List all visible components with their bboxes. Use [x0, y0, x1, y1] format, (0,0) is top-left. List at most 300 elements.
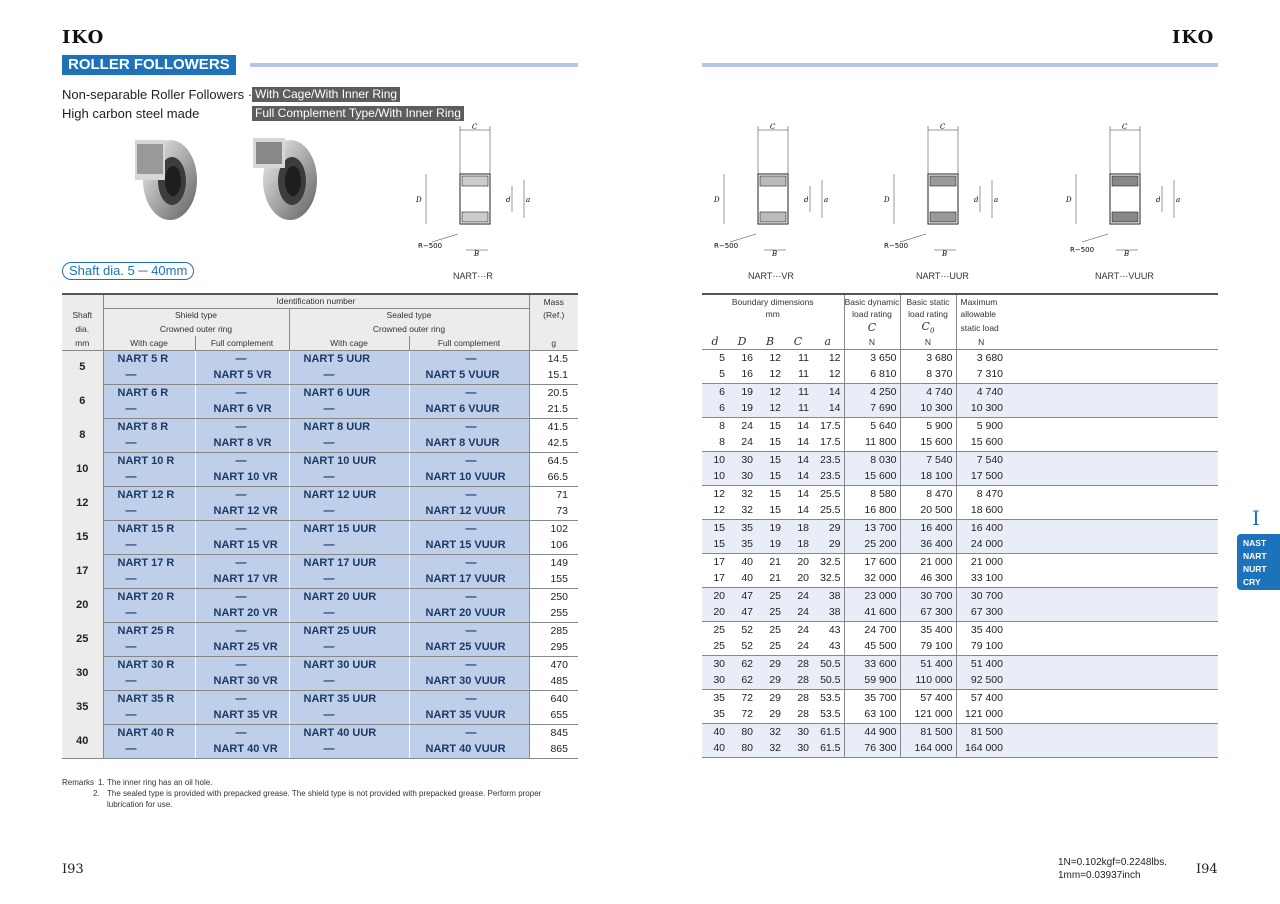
- header-mass: Mass: [529, 294, 578, 308]
- diagram-label-uur: NART⋯UUR: [916, 271, 969, 281]
- dim-cell: 20: [702, 604, 728, 621]
- dim-D-label: D: [1066, 196, 1072, 204]
- dim-cell: 6: [702, 400, 728, 417]
- model-with-cage-shield: NART 6 R: [103, 384, 195, 401]
- dim-cell: 25: [702, 638, 728, 655]
- diagram-nart-vuur: [1062, 122, 1187, 262]
- dim-d-label: d: [506, 196, 511, 204]
- dim-cell: 80: [728, 740, 756, 757]
- mass-value: 41.5: [529, 418, 578, 435]
- dash: —: [289, 605, 409, 622]
- shaft-dia: 35: [62, 690, 103, 724]
- remarks-num-2: 2.: [93, 789, 100, 798]
- model-with-cage-sealed: NART 12 UUR: [289, 486, 409, 503]
- remark-2: The sealed type is provided with prepacked grease. The shield type is not provided with prepacked grease. Perform proper: [107, 789, 542, 798]
- dim-cell: 28: [784, 672, 812, 689]
- dash: —: [195, 520, 289, 537]
- model-full-complement-shield: NART 17 VR: [195, 571, 289, 588]
- blank-cell: [1006, 519, 1218, 536]
- blank-cell: [1006, 570, 1218, 587]
- header-dyn-symbol: C: [844, 320, 900, 335]
- dim-cell: 53.5: [812, 706, 844, 723]
- blank-cell: [1006, 706, 1218, 723]
- dim-cell: 15: [769, 487, 781, 500]
- dim-cell: 121 000: [900, 706, 956, 723]
- dash: —: [409, 452, 529, 469]
- dim-cell: 92 500: [956, 672, 1006, 689]
- header-dynamic-2: load rating: [844, 308, 900, 320]
- model-full-complement-shield: NART 15 VR: [195, 537, 289, 554]
- id-row: [62, 690, 578, 707]
- dim-cell: 33 100: [956, 570, 1006, 587]
- dim-d-label: d: [804, 196, 809, 204]
- dim-cell: 33 600: [844, 655, 900, 672]
- model-with-cage-shield: NART 30 R: [103, 656, 195, 673]
- dim-cell: 25: [713, 623, 725, 636]
- header-sealed-type: Sealed type: [289, 308, 529, 322]
- dim-cell: 30 700: [956, 587, 1006, 604]
- dim-cell: 25: [756, 604, 784, 621]
- dim-cell: 17 600: [844, 553, 900, 570]
- header-blank-2: [1006, 308, 1218, 320]
- header-blank-3: [1006, 320, 1218, 335]
- dim-cell: 6: [702, 383, 728, 400]
- header-n-2: N: [900, 335, 956, 349]
- mass-value: 106: [529, 537, 578, 554]
- model-full-complement-shield: NART 10 VR: [195, 469, 289, 486]
- dim-cell: 32 000: [844, 570, 900, 587]
- dim-cell: 18 600: [956, 502, 1006, 519]
- blank-cell: [1006, 536, 1218, 553]
- dim-c-label: C: [472, 123, 478, 131]
- dim-cell: 21 000: [956, 553, 1006, 570]
- dim-cell: 29: [756, 672, 784, 689]
- dim-cell: 14: [784, 468, 812, 485]
- model-full-complement-shield: NART 8 VR: [195, 435, 289, 452]
- dim-cell: 12: [702, 502, 728, 519]
- dim-cell: 7 540: [900, 451, 956, 468]
- remarks-num-1: 1.: [98, 778, 105, 787]
- mass-value: 102: [529, 520, 578, 537]
- dim-r-label: R−500: [418, 242, 443, 250]
- dim-cell: 8 470: [956, 485, 1006, 502]
- dimension-row: [702, 723, 1218, 740]
- dim-cell: 44 900: [844, 723, 900, 740]
- dimension-row: [702, 740, 1218, 757]
- model-with-cage-sealed: NART 5 UUR: [289, 350, 409, 367]
- dim-cell: 15: [769, 419, 781, 432]
- dim-cell: 35: [728, 536, 756, 553]
- dash: —: [195, 486, 289, 503]
- mass-value: 485: [529, 673, 578, 690]
- mass-value: 865: [529, 741, 578, 758]
- dim-cell: 11: [784, 400, 812, 417]
- remark-2b: lubrication for use.: [107, 800, 173, 809]
- blank-cell: [1006, 553, 1218, 570]
- model-full-complement-sealed: NART 30 VUUR: [409, 673, 529, 690]
- dash: —: [289, 639, 409, 656]
- dim-cell: 5 640: [844, 417, 900, 434]
- dim-cell: 40: [728, 570, 756, 587]
- dim-cell: 15: [756, 502, 784, 519]
- diagram-label-vr: NART⋯VR: [748, 271, 794, 281]
- mass-value: 71: [529, 486, 578, 503]
- dim-cell: 110 000: [900, 672, 956, 689]
- dim-cell: 17: [713, 555, 725, 568]
- dim-cell: 3 680: [900, 349, 956, 366]
- dash: —: [289, 571, 409, 588]
- diagram-label-vuur: NART⋯VUUR: [1095, 271, 1154, 281]
- dim-cell: 30: [784, 723, 812, 740]
- dim-cell: 23.5: [812, 468, 844, 485]
- dim-cell: 67 300: [956, 604, 1006, 621]
- id-row: [62, 435, 578, 452]
- shaft-dia: 8: [62, 418, 103, 452]
- dash: —: [103, 605, 195, 622]
- header-max-3: static load: [956, 320, 1006, 335]
- dim-cell: 19: [728, 383, 756, 400]
- roller-follower-photo-full-complement: [245, 130, 325, 225]
- dim-cell: 50.5: [812, 655, 844, 672]
- dim-cell: 5: [719, 351, 725, 364]
- header-ref: (Ref.): [529, 308, 578, 322]
- dim-cell: 30: [728, 451, 756, 468]
- dim-cell: 14: [784, 434, 812, 451]
- blank-cell: [1006, 366, 1218, 383]
- dim-cell: 25: [756, 638, 784, 655]
- dim-cell: 164 000: [956, 740, 1006, 757]
- dim-cell: 164 000: [900, 740, 956, 757]
- dim-cell: 14: [784, 451, 812, 468]
- shaft-dia: 5: [62, 350, 103, 384]
- dim-cell: 47: [728, 587, 756, 604]
- dim-cell: 29: [756, 706, 784, 723]
- mass-value: 66.5: [529, 469, 578, 486]
- dim-cell: 10: [702, 468, 728, 485]
- dimension-row: [702, 349, 1218, 366]
- blank-cell: [1006, 672, 1218, 689]
- model-with-cage-shield: NART 5 R: [103, 350, 195, 367]
- id-row: [62, 367, 578, 384]
- dim-cell: 51 400: [956, 655, 1006, 672]
- id-row: [62, 503, 578, 520]
- dim-D-label: D: [416, 196, 422, 204]
- id-row: [62, 554, 578, 571]
- model-with-cage-shield: NART 8 R: [103, 418, 195, 435]
- model-full-complement-sealed: NART 12 VUUR: [409, 503, 529, 520]
- dash: —: [409, 384, 529, 401]
- dim-cell: 41 600: [844, 604, 900, 621]
- dim-cell: 5 900: [900, 417, 956, 434]
- dimension-row: [702, 689, 1218, 706]
- dim-D-label: D: [884, 196, 890, 204]
- dim-cell: 14: [784, 502, 812, 519]
- dim-cell: 62: [728, 672, 756, 689]
- side-tab-cry: CRY: [1243, 577, 1261, 587]
- dim-cell: 29: [812, 519, 844, 536]
- dim-cell: 72: [728, 706, 756, 723]
- dim-cell: 16 400: [900, 519, 956, 536]
- dash: —: [103, 401, 195, 418]
- dim-cell: 29: [812, 536, 844, 553]
- roller-follower-photo-cage: [125, 130, 205, 225]
- header-g: g: [529, 336, 578, 350]
- dim-d-label: d: [974, 196, 979, 204]
- header-dia: dia.: [75, 324, 90, 334]
- dim-cell: 25 200: [844, 536, 900, 553]
- dim-cell: 10: [702, 451, 728, 468]
- dim-cell: 23.5: [812, 451, 844, 468]
- header-boundary-mm: mm: [765, 309, 780, 319]
- dim-cell: 15: [756, 451, 784, 468]
- dim-cell: 40: [702, 740, 728, 757]
- header-n-1: N: [844, 335, 900, 349]
- header-boundary-spacer: [702, 320, 844, 335]
- dim-cell: 53.5: [820, 691, 841, 704]
- dim-cell: 32: [741, 487, 753, 500]
- dim-cell: 25.5: [812, 502, 844, 519]
- dim-cell: 25: [769, 623, 781, 636]
- dim-cell: 29: [769, 691, 781, 704]
- id-row: [62, 656, 578, 673]
- model-with-cage-sealed: NART 10 UUR: [289, 452, 409, 469]
- dim-cell: 28: [784, 655, 812, 672]
- blank-cell: [1006, 689, 1218, 706]
- header-shaft: [62, 294, 103, 308]
- dim-cell: 121 000: [956, 706, 1006, 723]
- dim-cell: 12: [756, 366, 784, 383]
- dash: —: [103, 503, 195, 520]
- dim-cell: 4 250: [844, 383, 900, 400]
- dim-cell: 8: [702, 434, 728, 451]
- dim-cell: 24: [728, 434, 756, 451]
- model-full-complement-shield: NART 6 VR: [195, 401, 289, 418]
- dim-cell: 4 740: [956, 383, 1006, 400]
- model-full-complement-sealed: NART 25 VUUR: [409, 639, 529, 656]
- mass-value: 250: [529, 588, 578, 605]
- dimension-row: [702, 553, 1218, 570]
- dim-cell: 7 540: [956, 451, 1006, 468]
- side-tab-nast: NAST: [1243, 538, 1267, 548]
- model-with-cage-sealed: NART 25 UUR: [289, 622, 409, 639]
- dim-cell: 12: [756, 400, 784, 417]
- dim-cell: 35: [728, 519, 756, 536]
- header-with-cage-1: With cage: [103, 336, 195, 350]
- blank-cell: [1006, 468, 1218, 485]
- dim-cell: 36 400: [900, 536, 956, 553]
- dim-cell: 30: [702, 655, 728, 672]
- dim-cell: 15: [756, 434, 784, 451]
- header-stat-symbol: $C_0$: [900, 320, 956, 335]
- dim-cell: 30 700: [900, 587, 956, 604]
- dash: —: [409, 588, 529, 605]
- diagram-label-r: NART⋯R: [453, 271, 493, 281]
- dash: —: [289, 537, 409, 554]
- dim-cell: 76 300: [844, 740, 900, 757]
- dim-r-label: R−500: [1070, 246, 1095, 254]
- dash: —: [103, 537, 195, 554]
- dash: —: [195, 554, 289, 571]
- mass-value: 470: [529, 656, 578, 673]
- header-max-2: allowable: [956, 308, 1006, 320]
- shaft-dia: 20: [62, 588, 103, 622]
- dash: —: [409, 486, 529, 503]
- mass-value: 285: [529, 622, 578, 639]
- header-full-complement-1: Full complement: [195, 336, 289, 350]
- model-with-cage-shield: NART 40 R: [103, 724, 195, 741]
- dim-cell: 7 310: [956, 366, 1006, 383]
- dim-cell: 3 680: [956, 349, 1006, 366]
- shaft-dia: 10: [62, 452, 103, 486]
- id-row: [62, 452, 578, 469]
- dim-cell: 43: [828, 623, 841, 636]
- dim-cell: 14: [797, 487, 809, 500]
- header-B: B: [765, 335, 775, 349]
- dim-cell: 47: [728, 604, 756, 621]
- header-mm: mm: [75, 337, 90, 348]
- dim-cell: 20: [797, 555, 809, 568]
- type-tag-full-complement: Full Complement Type/With Inner Ring: [252, 106, 464, 121]
- dimension-row: [702, 672, 1218, 689]
- dash: —: [103, 469, 195, 486]
- dim-cell: 80: [728, 723, 756, 740]
- dim-cell: 25.5: [820, 487, 841, 500]
- id-row: [62, 622, 578, 639]
- shaft-dia: 17: [62, 554, 103, 588]
- unit-conversion-force: 1N=0.102kgf=0.2248lbs.: [1058, 857, 1167, 868]
- dash: —: [289, 707, 409, 724]
- dim-c-label: C: [770, 123, 776, 131]
- id-row: [62, 469, 578, 486]
- type-tag-cage: With Cage/With Inner Ring: [252, 87, 400, 102]
- section-roman-numeral: I: [1252, 506, 1260, 530]
- dim-c-label: C: [940, 123, 946, 131]
- dim-cell: 62: [728, 655, 756, 672]
- header-boundary: Boundary dimensions: [731, 296, 814, 307]
- dim-cell: 21 000: [900, 553, 956, 570]
- dim-cell: 30: [728, 468, 756, 485]
- header-a: a: [824, 335, 832, 349]
- dim-cell: 24: [797, 623, 809, 636]
- dimension-row: [702, 451, 1218, 468]
- model-with-cage-sealed: NART 6 UUR: [289, 384, 409, 401]
- side-tab-nurt: NURT: [1243, 564, 1267, 574]
- remarks-label: Remarks: [62, 778, 95, 787]
- header-n-3: N: [956, 335, 1006, 349]
- dim-cell: 12: [756, 383, 784, 400]
- dim-cell: 23 000: [844, 587, 900, 604]
- header-shaft-word: Shaft: [72, 310, 93, 320]
- model-full-complement-sealed: NART 8 VUUR: [409, 435, 529, 452]
- dimension-row: [702, 485, 1218, 502]
- blank-cell: [1006, 417, 1218, 434]
- dim-cell: 8 580: [844, 485, 900, 502]
- blank-cell: [1006, 400, 1218, 417]
- model-full-complement-shield: NART 40 VR: [195, 741, 289, 758]
- dim-cell: 35 400: [956, 621, 1006, 638]
- dash: —: [289, 741, 409, 758]
- dash: —: [103, 673, 195, 690]
- mass-value: 21.5: [529, 401, 578, 418]
- dim-cell: 20: [784, 570, 812, 587]
- dash: —: [195, 452, 289, 469]
- dim-cell: 32.5: [820, 555, 841, 568]
- shaft-dia: 6: [62, 384, 103, 418]
- blank-cell: [1006, 502, 1218, 519]
- page-number-left: I93: [62, 862, 84, 877]
- dim-c-label: C: [1122, 123, 1128, 131]
- shaft-dia: 25: [62, 622, 103, 656]
- id-row: [62, 588, 578, 605]
- id-row: [62, 724, 578, 741]
- side-tab-nart: NART: [1243, 551, 1267, 561]
- dim-cell: 32: [756, 723, 784, 740]
- model-with-cage-sealed: NART 30 UUR: [289, 656, 409, 673]
- unit-conversion: [1058, 856, 1167, 882]
- id-row: [62, 384, 578, 401]
- model-with-cage-shield: NART 10 R: [103, 452, 195, 469]
- dash: —: [195, 350, 289, 367]
- model-full-complement-shield: NART 20 VR: [195, 605, 289, 622]
- dim-cell: 5 900: [956, 417, 1006, 434]
- title-rule-left: [250, 63, 578, 67]
- dim-cell: 21: [769, 555, 781, 568]
- id-row: [62, 537, 578, 554]
- dim-cell: 38: [812, 587, 844, 604]
- diagram-nart-r: [412, 122, 537, 262]
- model-full-complement-shield: NART 35 VR: [195, 707, 289, 724]
- page-number-right: I94: [1196, 862, 1218, 877]
- dim-D-label: D: [714, 196, 720, 204]
- dimension-row: [702, 519, 1218, 536]
- blank-cell: [1006, 655, 1218, 672]
- dim-cell: 16: [741, 351, 753, 364]
- dim-cell: 52: [728, 638, 756, 655]
- brand-logo-right: IKO: [1172, 27, 1215, 48]
- dim-cell: 35 700: [844, 689, 900, 706]
- dim-r-label: R−500: [714, 242, 739, 250]
- dim-cell: 12: [828, 351, 841, 364]
- section-index-tab[interactable]: [1237, 534, 1280, 590]
- blank-cell: [1006, 638, 1218, 655]
- dim-r-label: R−500: [884, 242, 909, 250]
- dim-cell: 46 300: [900, 570, 956, 587]
- blank-cell: [1006, 485, 1218, 502]
- dim-cell: 24: [784, 638, 812, 655]
- dim-cell: 15 600: [900, 434, 956, 451]
- header-d: d: [711, 335, 719, 349]
- dim-cell: 32.5: [812, 570, 844, 587]
- dimension-row: [702, 536, 1218, 553]
- brand-logo-left: IKO: [62, 27, 105, 48]
- subtitle-line-1: Non-separable Roller Followers ·: [62, 87, 253, 102]
- id-row: [62, 605, 578, 622]
- dash: —: [289, 469, 409, 486]
- shaft-dia: 30: [62, 656, 103, 690]
- dim-cell: 10 300: [956, 400, 1006, 417]
- dim-d-label: d: [1156, 196, 1161, 204]
- dim-cell: 17.5: [820, 419, 841, 432]
- dim-cell: 11: [784, 383, 812, 400]
- dim-cell: 12: [812, 366, 844, 383]
- dash: —: [195, 418, 289, 435]
- dim-cell: 4 740: [900, 383, 956, 400]
- blank-cell: [1006, 349, 1218, 366]
- shaft-dia: 40: [62, 724, 103, 758]
- dash: —: [195, 588, 289, 605]
- dim-cell: 63 100: [844, 706, 900, 723]
- blank-cell: [1006, 740, 1218, 757]
